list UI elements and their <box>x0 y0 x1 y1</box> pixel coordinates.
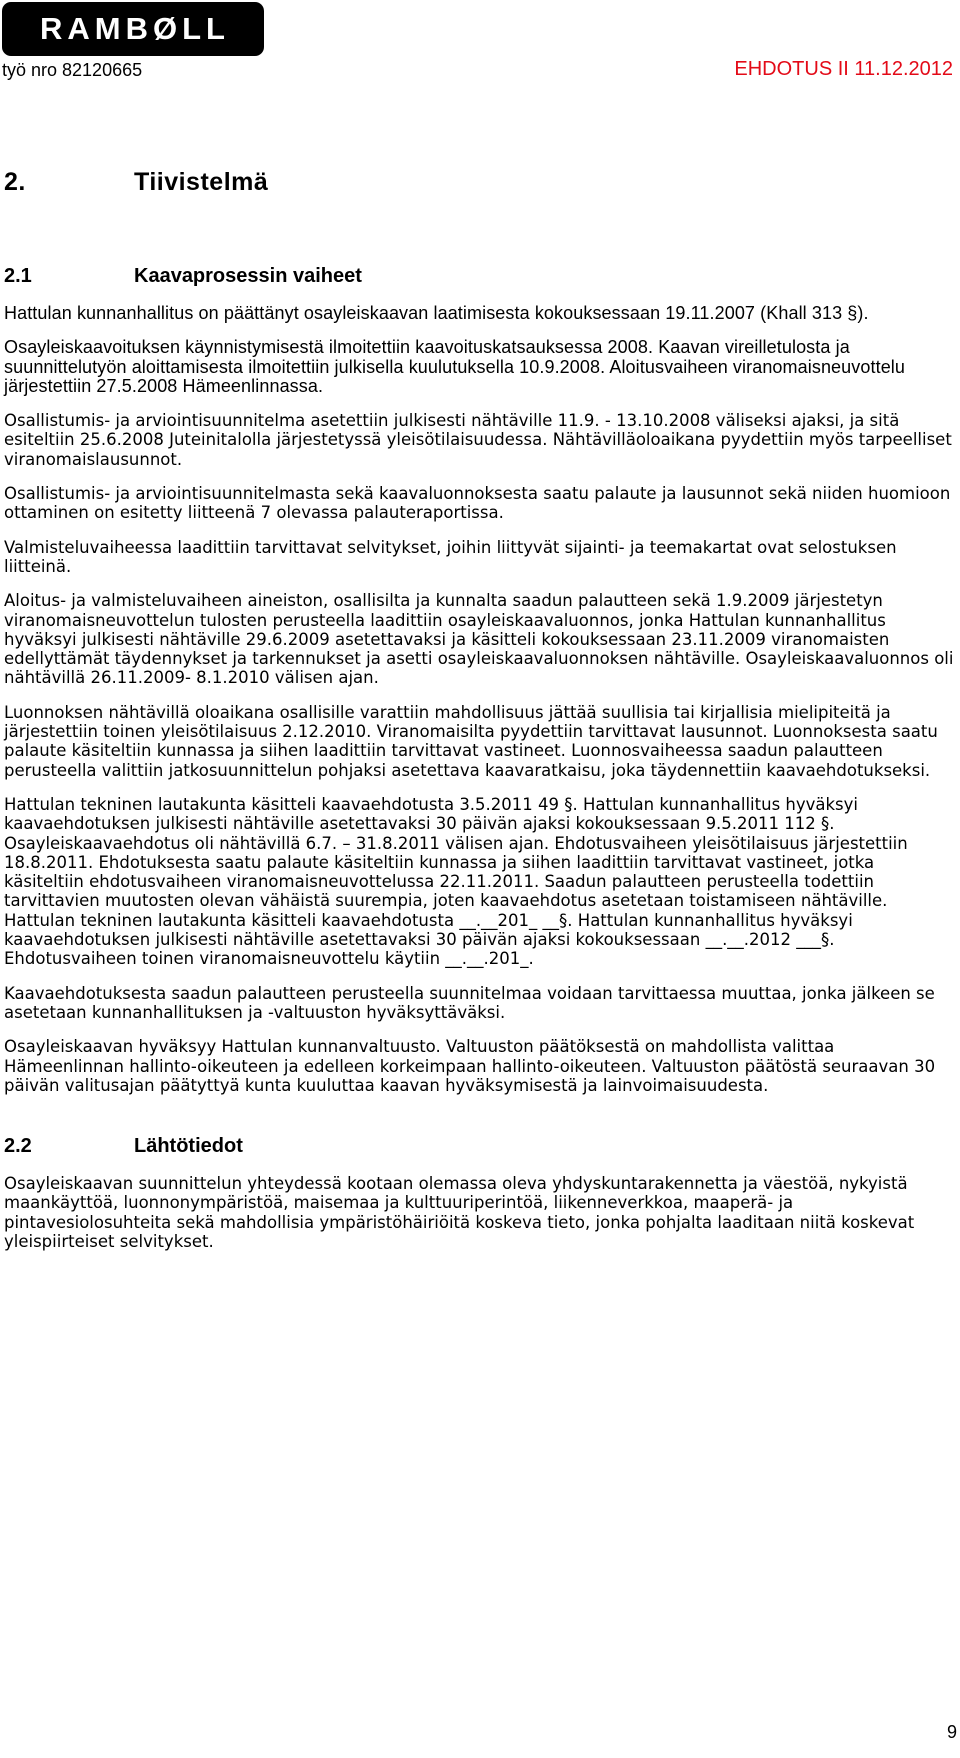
paragraph: Osayleiskaavoituksen käynnistymisestä ilmoitettiin kaavoituskatsauksessa 2008. Kaavan vireilletulosta ja suunnittelutyön aloittamisesta ilmoitettiin julkisella kuulutuksella 10.9.2008. Aloitusvaiheen viranomaisneuvottelu järjestettiin 27.5.2008 Hämeenlinnassa. <box>4 337 906 396</box>
paragraph: Kaavaehdotuksesta saadun palautteen perusteella suunnitelmaa voidaan tarvittaessa muuttaa, jonka jälkeen se asetetaan kunnanhallituksen ja -valtuuston hyväksyttäväksi. <box>4 983 935 1022</box>
page-number: 9 <box>946 1722 957 1742</box>
section-title: Lähtötiedot <box>134 1135 243 1158</box>
paragraph: Osayleiskaavan hyväksyy Hattulan kunnanvaltuusto. Valtuuston päätöksestä on mahdollista valittaa Hämeenlinnan hallinto-oikeuteen ja edelleen korkeimpaan hallinto-oikeuteen. Valtuuston päätöstä seuraavan 30 päivän valitusajan päätyttyä kunta kuuluttaa kaavan hyväksymisestä ja lainvoimaisuudesta. <box>4 1037 936 1095</box>
paragraph: Aloitus- ja valmisteluvaiheen aineiston, osallisilta ja kunnalta saadun palautteen sekä 1.9.2009 järjestetyn viranomaisneuvottelun tulosten perusteella laadittiin osayleiskaavaluonnos, jonka Hattulan kunnanhallitus hyväksyi julkisesti nähtäville 29.6.2009 asetettavaksi ja käsitteli kokouksessaan 23.11.2009 viranomaisten edellyttämät täydennykset ja tarkennukset ja asetti osayleiskaavaluonnoksen nähtäville. Osayleiskaavaluonnos oli nähtävillä 26.11.2009- 8.1.2010 välisen ajan. <box>4 591 954 688</box>
paragraph: Osallistumis- ja arviointisuunnitelma asetettiin julkisesti nähtäville 11.9. - 13.10.2008 väliseksi ajaksi, ja sitä esiteltiin 25.6.2008 Juteinitalolla järjestetyssä yleisötilaisuudessa. Nähtävilläoloaikana pyydettiin myös tarpeelliset viranomaislausunnot. <box>4 411 952 469</box>
job-number: työ nro 82120665 <box>2 60 143 80</box>
section-heading-2-1 <box>4 265 956 288</box>
chapter-number: 2. <box>4 168 26 196</box>
section-heading-2-2 <box>4 1135 956 1158</box>
section-number: 2.1 <box>4 265 32 287</box>
paragraph: Hattulan kunnanhallitus on päättänyt osayleiskaavan laatimisesta kokouksessaan 19.11.2007 (Khall 313 §). <box>4 303 869 323</box>
logo-text: RAMBØLL <box>40 11 230 46</box>
paragraph: Hattulan tekninen lautakunta käsitteli kaavaehdotusta 3.5.2011 49 §. Hattulan kunnanhallitus hyväksyi kaavaehdotuksen julkisesti nähtäville asetettavaksi 30 päivän ajaksi kokouksessaan 9.5.2011 112 §. Osayleiskaavaehdotus oli nähtävillä 6.7. – 31.8.2011 välisen ajan. Ehdotusvaiheen yleisötilaisuus järjestettiin 18.8.2011. Ehdotuksesta saatu palaute käsiteltiin kunnassa ja siihen laadittiin tarvittavat vastineet, jotka käsiteltiin ehdotusvaiheen viranomaisneuvottelussa 22.11.2011. Saadun palautteen perusteella todettiin tarvittavien muutosten olevan vähäistä suurempia, joten kaavaehdotus asetetaan toistamiseen nähtäville. Hattulan tekninen lautakunta käsitteli kaavaehdotusta __.__201_ __§. Hattulan kunnanhallitus hyväksyi kaavaehdotuksen julkisesti nähtäville asetettavaksi 30 päivän ajaksi kokouksessaan __.__.2012 ___§. Ehdotusvaiheen toinen viranomaisneuvottelu käytiin __.__.201_. <box>4 794 908 969</box>
paragraph: Osallistumis- ja arviointisuunnitelmasta sekä kaavaluonnoksesta saatu palaute ja lausunnot sekä niiden huomioon ottaminen on esitetty liitteenä 7 olevassa palauteraportissa. <box>4 484 951 523</box>
ramboll-logo <box>2 2 264 56</box>
chapter-heading <box>4 168 956 197</box>
document-body <box>4 168 956 1266</box>
paragraph: Luonnoksen nähtävillä oloaikana osallisille varattiin mahdollisuus jättää suullisia tai kirjallisia mielipiteitä ja järjestettiin toinen yleisötilaisuus 2.12.2010. Viranomaisilta pyydettiin tarvittavat lausunnot. Luonnoksesta saatu palaute käsiteltiin kunnassa ja siihen laadittiin tarvittavat vastineet. Luonnosvaiheessa saadun palautteen perusteella valittiin jatkosuunnittelun pohjaksi asetettava kaavaratkaisu, joka täydennettiin kaavaehdotukseksi. <box>4 702 938 780</box>
section-title: Kaavaprosessin vaiheet <box>134 265 362 287</box>
paragraph: Valmisteluvaiheessa laadittiin tarvittavat selvitykset, joihin liittyvät sijainti- ja teemakartat ovat selostuksen liitteinä. <box>4 537 897 576</box>
draft-label: EHDOTUS II 11.12.2012 <box>734 58 953 80</box>
section-number: 2.2 <box>4 1135 32 1158</box>
chapter-title: Tiivistelmä <box>134 168 269 196</box>
paragraph: Osayleiskaavan suunnittelun yhteydessä kootaan olemassa oleva yhdyskuntarakennetta ja väestöä, nykyistä maankäyttöä, luonnonympäristöä, maisemaa ja kulttuuriperintöä, liikenneverkkoa, maaperä- ja pintavesiolosuhteita sekä mahdollisia ympäristöhäiriöitä koskeva tieto, jonka pohjalta laaditaan niitä koskevat yleispiirteiset selvitykset. <box>4 1174 915 1251</box>
